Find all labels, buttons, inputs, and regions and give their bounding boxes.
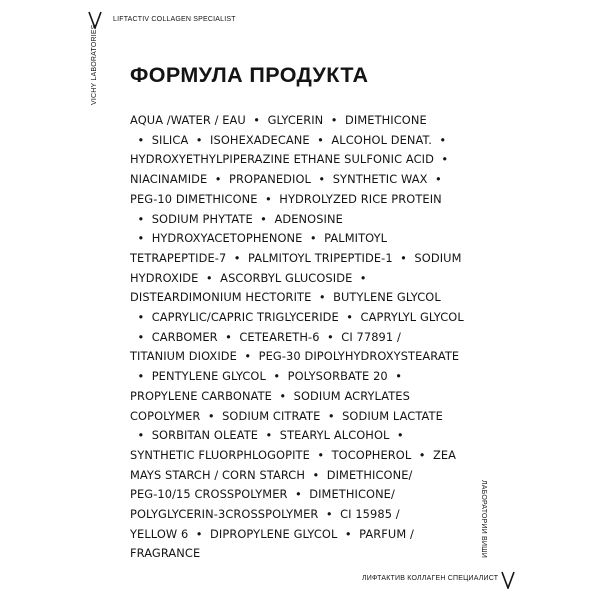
ingredient-line: • CARBOMER • CETEARETH-6 • CI 77891 / (130, 329, 401, 344)
ingredient-line: POLYGLYCERIN-3CROSSPOLYMER • CI 15985 / (130, 507, 400, 522)
ingredient-line: MAYS STARCH / CORN STARCH • DIMETHICONE/ (130, 467, 413, 482)
ingredient-line: AQUA /WATER / EAU • GLYCERIN • DIMETHICONE (130, 113, 427, 127)
ingredient-line: • CAPRYLIC/CAPRIC TRIGLYCERIDE • CAPRYLYL GLYCOL (130, 310, 464, 325)
page-title: ФОРМУЛА ПРОДУКТА (130, 63, 369, 87)
vichy-v-logo-icon (501, 571, 515, 589)
ingredient-line: COPOLYMER • SODIUM CITRATE • SODIUM LACTATE (130, 408, 443, 423)
ingredient-line: • SORBITAN OLEATE • STEARYL ALCOHOL • (130, 428, 404, 443)
side-label-left: VICHY LABORATORIES (91, 24, 98, 105)
ingredient-line: HYDROXIDE • ASCORBYL GLUCOSIDE • (130, 270, 367, 285)
ingredient-line: HYDROXYETHYLPIPERAZINE ETHANE SULFONIC ACID • (130, 152, 449, 167)
ingredient-line: SYNTHETIC FLUORPHLOGOPITE • TOCOPHEROL • ZEA (130, 447, 457, 462)
ingredient-line: • HYDROXYACETOPHENONE • PALMITOYL (130, 231, 388, 246)
ingredient-line: TETRAPEPTIDE-7 • PALMITOYL TRIPEPTIDE-1 • SODIUM (130, 250, 462, 265)
brand-bottom: ЛИФТАКТИВ КОЛЛАГЕН СПЕЦИАЛИСТ (362, 575, 499, 582)
brand-top: LIFTACTIV COLLAGEN SPECIALIST (113, 16, 236, 23)
ingredient-line: PEG-10 DIMETHICONE • HYDROLYZED RICE PROTEIN (130, 191, 442, 206)
ingredient-line: YELLOW 6 • DIPROPYLENE GLYCOL • PARFUM / (130, 526, 414, 541)
ingredient-line: PEG-10/15 CROSSPOLYMER • DIMETHICONE/ (130, 487, 395, 502)
ingredient-line: PROPYLENE CARBONATE • SODIUM ACRYLATES (130, 388, 410, 403)
ingredient-line: • SILICA • ISOHEXADECANE • ALCOHOL DENAT. • (130, 132, 447, 147)
ingredient-line: TITANIUM DIOXIDE • PEG-30 DIPOLYHYDROXYSTEARATE (130, 349, 460, 364)
ingredient-line: NIACINAMIDE • PROPANEDIOL • SYNTHETIC WAX • (130, 172, 442, 187)
ingredient-line: DISTEARDIMONIUM HECTORITE • BUTYLENE GLYCOL (130, 290, 441, 305)
ingredient-line: FRAGRANCE (130, 546, 201, 561)
ingredient-line: • SODIUM PHYTATE • ADENOSINE (130, 211, 343, 226)
ingredient-line: • PENTYLENE GLYCOL • POLYSORBATE 20 • (130, 369, 403, 384)
side-label-right: ЛАБОРАТОРИИ ВИШИ (480, 480, 487, 558)
ingredient-list (130, 111, 500, 564)
